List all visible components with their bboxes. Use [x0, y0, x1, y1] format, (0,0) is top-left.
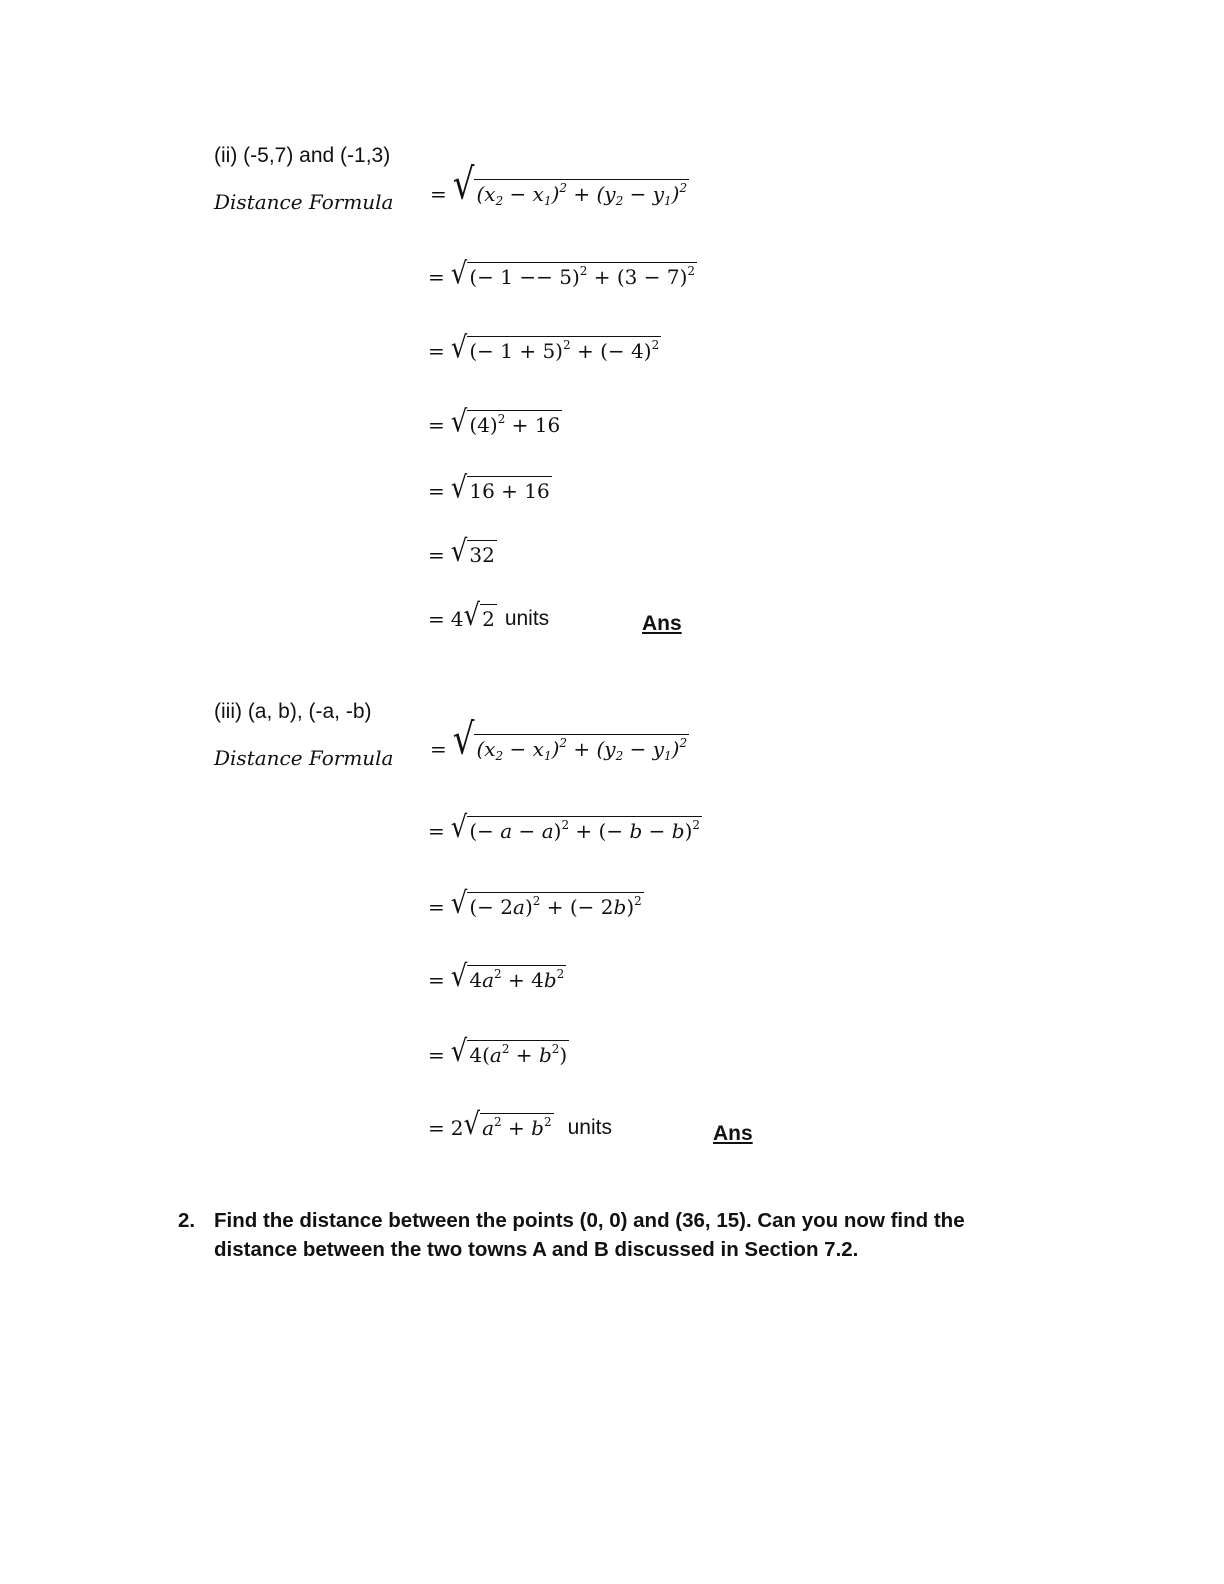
radicand: (− 1 + 5)$^2$ + (− 4)$^2$ — [469, 338, 660, 363]
part-ii-step-4 — [428, 404, 562, 440]
part-ii-answer-label: Ans — [642, 612, 682, 635]
coefficient: 2 — [450, 1116, 464, 1140]
radicand: $(4)^2 + 16$ — [469, 412, 561, 437]
radical-sign-icon: √ — [450, 470, 468, 506]
equals-sign: = — [428, 265, 445, 289]
sqrt-expression — [450, 1034, 569, 1070]
question-2-line-1: Find the distance between the points (0, 0) and (36, 15). Can you now find the — [214, 1209, 965, 1232]
radical-sign-icon: √ — [450, 810, 468, 846]
radical-sign-icon: √ — [450, 1034, 468, 1070]
part-iii-heading: (iii) (a, b), (-a, -b) — [214, 700, 372, 723]
part-iii-step-4 — [428, 959, 566, 995]
question-2-number: 2. — [178, 1209, 196, 1232]
part-ii-heading: (ii) (-5,7) and (-1,3) — [214, 144, 391, 167]
equals-sign: = — [430, 737, 447, 761]
radicand: 32 — [467, 540, 496, 567]
sqrt-expression — [463, 1107, 554, 1143]
radicand: (− 2a)$^2$ + (− 2b)$^2$ — [469, 894, 642, 919]
equals-sign: = — [430, 182, 447, 206]
sqrt-expression — [450, 256, 697, 292]
equals-sign: = — [428, 895, 445, 919]
sqrt-expression — [450, 959, 567, 995]
part-iii-step-3 — [428, 886, 644, 922]
radical-sign-icon: √ — [450, 886, 468, 922]
radical-sign-icon: √ — [450, 959, 468, 995]
radicand: $a^2 + b^2$ — [482, 1115, 552, 1140]
radicand: (− $1 -- 5)^2 + (3 - 7)^2$ — [469, 264, 696, 289]
sqrt-expression — [452, 714, 689, 765]
radical-sign-icon: √ — [463, 598, 481, 634]
radical-sign-icon: √ — [450, 404, 468, 440]
radical-sign-icon: √ — [452, 159, 475, 210]
radicand: $(x_2 - x_1)^2 + (y_2 - y_1)^2$ — [476, 181, 688, 209]
part-iii-answer-label: Ans — [713, 1122, 753, 1145]
part-ii-step-1 — [430, 159, 689, 210]
radical-sign-icon: √ — [450, 330, 468, 366]
units-label: units — [567, 1116, 612, 1139]
radicand: 16 + 16 — [467, 476, 551, 503]
equals-sign: = — [428, 543, 445, 567]
part-ii-step-2 — [428, 256, 697, 292]
radical-sign-icon: √ — [463, 1107, 481, 1143]
part-ii-step-7 — [428, 598, 550, 634]
equals-sign: = — [428, 819, 445, 843]
equals-sign: = — [428, 479, 445, 503]
sqrt-expression — [450, 534, 497, 570]
part-ii-step-5 — [428, 470, 552, 506]
part-ii-formula-label: Distance Formula — [214, 190, 394, 214]
part-iii-step-5 — [428, 1034, 569, 1070]
radical-sign-icon: √ — [450, 534, 468, 570]
part-iii-formula-label: Distance Formula — [214, 746, 394, 770]
part-iii-step-1 — [430, 714, 689, 765]
coefficient: 4 — [450, 607, 464, 631]
equals-sign: = — [428, 339, 445, 363]
part-iii-step-6 — [428, 1107, 612, 1143]
radicand: (− a − a)$^2$ + (− b − b)$^2$ — [469, 818, 701, 843]
radical-sign-icon: √ — [450, 256, 468, 292]
equals-sign: = — [428, 968, 445, 992]
part-iii-step-2 — [428, 810, 702, 846]
sqrt-expression — [450, 810, 702, 846]
sqrt-expression — [450, 404, 562, 440]
equals-sign: = — [428, 1116, 445, 1140]
equals-sign: = — [428, 413, 445, 437]
radicand: $4a^2 + 4b^2$ — [469, 967, 565, 992]
sqrt-expression — [450, 470, 552, 506]
radical-sign-icon: √ — [452, 714, 475, 765]
equals-sign: = — [428, 1043, 445, 1067]
equals-sign: = — [428, 607, 445, 631]
radicand: $4(a^2 + b^2)$ — [469, 1042, 568, 1067]
sqrt-expression — [450, 886, 644, 922]
part-ii-step-6 — [428, 534, 497, 570]
sqrt-expression — [463, 598, 497, 634]
sqrt-expression — [450, 330, 661, 366]
sqrt-icon-expression — [452, 159, 689, 210]
question-2-line-2: distance between the two towns A and B discussed in Section 7.2. — [214, 1238, 859, 1261]
units-label: units — [504, 607, 550, 630]
part-ii-step-3 — [428, 330, 661, 366]
radicand: $(x_2 - x_1)^2 + (y_2 - y_1)^2$ — [476, 736, 688, 764]
radicand: 2 — [480, 604, 497, 631]
